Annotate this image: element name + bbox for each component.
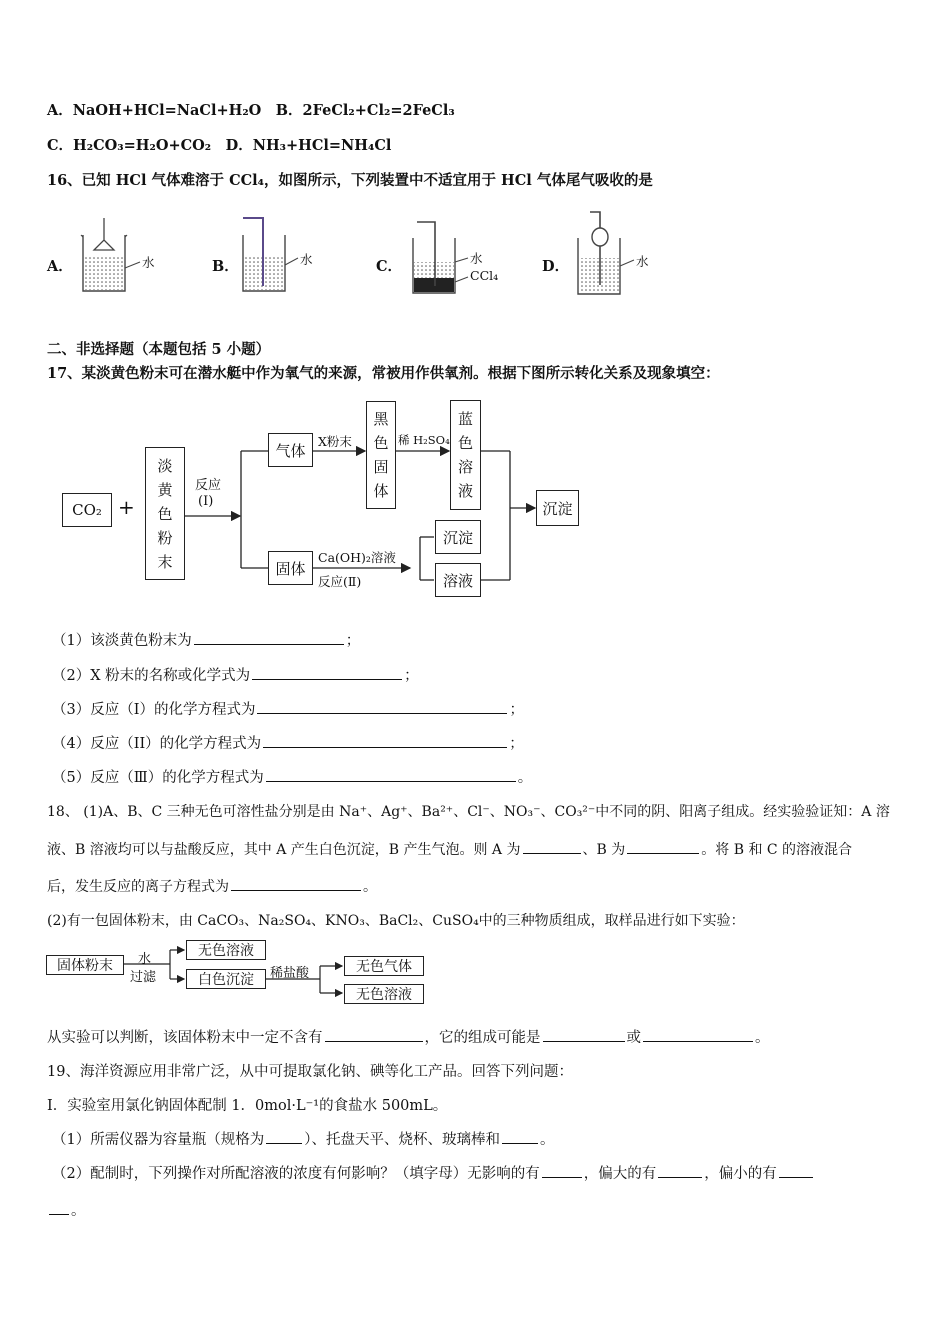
answer-blank-lower-cont[interactable] xyxy=(49,1200,69,1215)
question-suffix: ； xyxy=(509,702,524,718)
q18-text: 、B 为 xyxy=(582,842,626,858)
q19-text: （1）所需仪器为容量瓶（规格为 xyxy=(52,1132,265,1148)
plus-sign: + xyxy=(118,495,135,519)
question-suffix: ； xyxy=(509,736,524,752)
q17-stem: 17、某淡黄色粉末可在潜水艇中作为氧气的来源，常被用作供氧剂。根据下图所示转化关系及现象填空： xyxy=(47,365,720,382)
water-label: 水 xyxy=(636,254,649,269)
option-label: C． xyxy=(376,258,403,275)
q18-line1: 18、 (1)A、B、C 三种无色可溶性盐分别是由 Na⁺、Ag⁺、Ba²⁺、Cl⁻、NO₃⁻、CO₃²⁻中不同的阴、阳离子组成。经实验验证知：A 溶 xyxy=(47,804,890,820)
answer-blank-composition2[interactable] xyxy=(643,1027,753,1042)
ccl4-label: CCl₄ xyxy=(470,268,499,283)
question-text: （1）该淡黄色粉末为 xyxy=(52,633,192,649)
reaction1-number: (Ⅰ) xyxy=(198,494,214,509)
water-label: 水 xyxy=(300,252,313,267)
q19-question-2-cont xyxy=(47,1200,86,1221)
question-text: （5）反应（Ⅲ）的化学方程式为 xyxy=(52,770,264,786)
water-label: 水 xyxy=(142,255,155,270)
water-label: 水 xyxy=(470,251,483,266)
q18-text: 从实验可以判断，该固体粉末中一定不含有 xyxy=(47,1030,323,1046)
co2-box: CO₂ xyxy=(62,493,112,527)
q19-part1: I．实验室用氯化钠固体配制 1．0mol·L⁻¹的食盐水 500mL。 xyxy=(47,1098,448,1114)
question-text: （3）反应（I）的化学方程式为 xyxy=(52,702,256,718)
black-solid-char: 体 xyxy=(373,482,389,500)
dilute-acid-label: 稀 H₂SO₄ xyxy=(398,433,450,447)
gas-box: 气体 xyxy=(268,433,313,467)
white-precipitate-box: 白色沉淀 xyxy=(186,969,266,989)
blue-solution-char: 蓝 xyxy=(457,410,473,428)
blue-solution-char: 溶 xyxy=(457,458,473,476)
q15-option-line1: A．NaOH+HCl=NaCl+H₂O B．2FeCl₂+Cl₂=2FeCl₃ xyxy=(47,102,455,119)
q19-text: 。 xyxy=(71,1203,86,1219)
powder-char: 淡 xyxy=(157,456,173,475)
q18-text: 。 xyxy=(755,1030,770,1046)
q18-conclusion xyxy=(47,1027,770,1048)
answer-blank-lower[interactable] xyxy=(779,1163,813,1178)
colorless-solution2-box: 无色溶液 xyxy=(344,984,424,1004)
solid-powder-box: 固体粉末 xyxy=(46,955,124,975)
answer-blank-not-contain[interactable] xyxy=(325,1027,423,1042)
question-text: （4）反应（II）的化学方程式为 xyxy=(52,736,262,752)
answer-blank-no-effect[interactable] xyxy=(542,1163,582,1178)
black-solid-char: 色 xyxy=(373,434,389,452)
colorless-gas-box: 无色气体 xyxy=(344,956,424,976)
q19-text: ，偏大的有 xyxy=(583,1166,657,1182)
option-label: A． xyxy=(47,258,73,275)
colorless-solution-box: 无色溶液 xyxy=(186,940,266,960)
answer-blank-instrument[interactable] xyxy=(502,1129,538,1144)
section-title: 二、非选择题（本题包括 5 小题） xyxy=(47,341,271,358)
q18-text: ，它的组成可能是 xyxy=(424,1030,541,1046)
q15-option-line2: C．H₂CO₃=H₂O+CO₂ D．NH₃+HCl=NH₄Cl xyxy=(47,137,392,154)
q19-text: （2）配制时，下列操作对所配溶液的浓度有何影响？（填字母）无影响的有 xyxy=(52,1166,540,1182)
precipitate-box: 沉淀 xyxy=(435,520,481,554)
q19-text: ）、托盘天平、烧杯、玻璃棒和 xyxy=(304,1132,500,1148)
question-suffix: ； xyxy=(345,633,361,649)
answer-blank-composition1[interactable] xyxy=(543,1027,625,1042)
blue-solution-char: 色 xyxy=(457,434,473,452)
final-precipitate-box: 沉淀 xyxy=(536,490,579,526)
q19-question-2 xyxy=(52,1163,815,1184)
option-label: D． xyxy=(542,258,570,275)
q19-stem: 19、海洋资源应用非常广泛，从中可提取氯化钠、碘等化工产品。回答下列问题： xyxy=(47,1064,573,1080)
x-powder-label: X粉末 xyxy=(318,434,352,449)
reaction2-label: 反应(Ⅱ) xyxy=(318,574,362,589)
q19-text: ，偏小的有 xyxy=(704,1166,777,1182)
question-suffix: ； xyxy=(404,668,419,684)
q18-text: 。将 B 和 C 的溶液混合 xyxy=(701,842,853,858)
solution-box: 溶液 xyxy=(435,563,481,597)
black-solid-char: 黑 xyxy=(373,410,389,428)
powder-char: 色 xyxy=(157,504,173,523)
answer-blank-flask-size[interactable] xyxy=(266,1129,302,1144)
q19-question-1 xyxy=(52,1129,554,1150)
water-label: 水 xyxy=(138,952,152,967)
blue-solution-char: 液 xyxy=(457,482,473,500)
q18-text: 。 xyxy=(363,879,377,895)
powder-char: 黄 xyxy=(157,480,173,499)
filter-label: 过滤 xyxy=(130,970,157,985)
powder-char: 粉 xyxy=(157,528,173,547)
answer-blank-higher[interactable] xyxy=(658,1163,702,1178)
question-suffix: 。 xyxy=(517,770,533,786)
q18-text: 或 xyxy=(626,1030,641,1046)
powder-char: 末 xyxy=(157,552,173,571)
q19-text: 。 xyxy=(539,1132,555,1148)
dilute-hcl-label: 稀盐酸 xyxy=(270,966,310,981)
q18-part2: (2)有一包固体粉末，由 CaCO₃、Na₂SO₄、KNO₃、BaCl₂、CuSO₄中的三种物质组成，取样品进行如下实验： xyxy=(47,913,745,929)
reaction1-label: 反应 xyxy=(195,478,222,493)
solid-box: 固体 xyxy=(268,551,313,585)
question-text: （2）X 粉末的名称或化学式为 xyxy=(52,668,251,684)
q16-stem: 16、已知 HCl 气体难溶于 CCl₄，如图所示，下列装置中不适宜用于 HCl 气体尾气吸收的是 xyxy=(47,172,653,189)
option-label: B． xyxy=(212,258,239,275)
q18-text: 液、B 溶液均可以与盐酸反应，其中 A 产生白色沉淀，B 产生气泡。则 A 为 xyxy=(47,842,521,858)
q18-text: 后，发生反应的离子方程式为 xyxy=(47,879,229,895)
caoh2-label: Ca(OH)₂溶液 xyxy=(318,550,396,565)
black-solid-char: 固 xyxy=(373,458,389,476)
